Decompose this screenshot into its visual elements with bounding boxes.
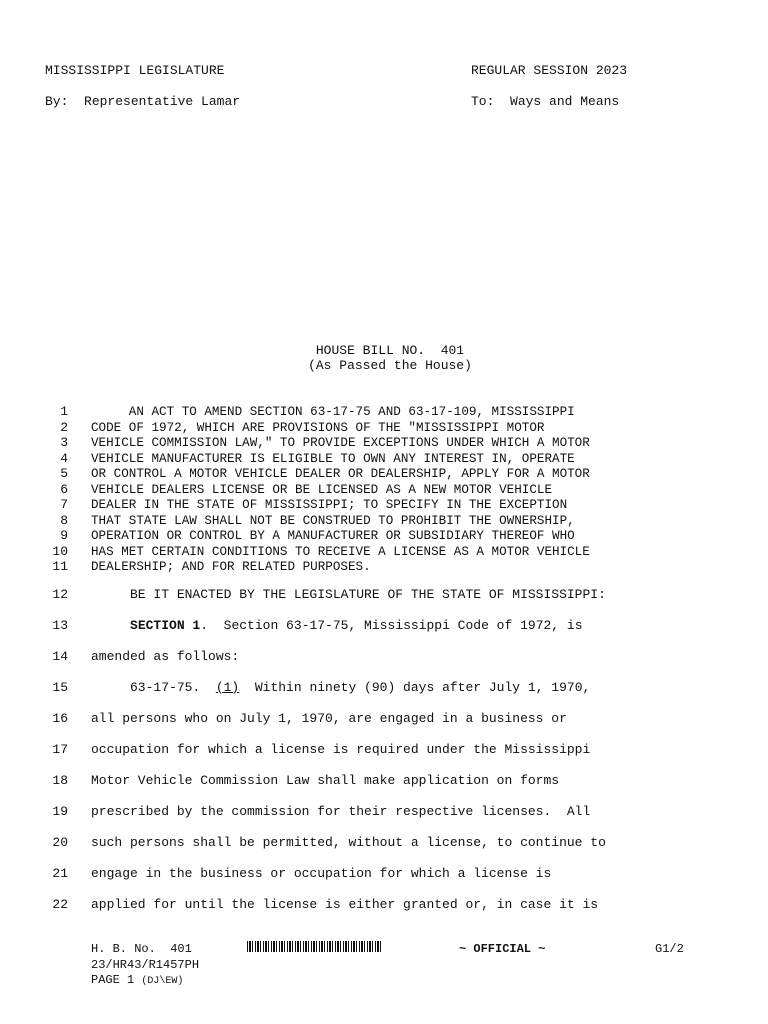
line-text [91,420,544,436]
bill-line [0,618,768,634]
line-body: all persons who on July 1, 1970, are engaged in a business or [91,711,567,726]
bill-line [0,420,768,436]
line-text [91,804,590,820]
barcode-graphic [247,941,383,952]
page-reference: G1/2 [655,942,684,956]
line-body: VEHICLE MANUFACTURER IS ELIGIBLE TO OWN ANY INTEREST IN, OPERATE [91,452,575,466]
by-label: By: [45,94,69,109]
line-number: 10 [52,544,68,559]
line-body: applied for until the license is either granted or, in case it is [91,897,599,912]
line-text [91,866,551,882]
line-number: 9 [60,528,68,543]
line-number: 21 [52,866,68,881]
line-number: 14 [52,649,68,664]
bill-line [0,404,768,420]
committee-line [471,94,619,110]
line-number: 8 [60,513,68,528]
bill-line [0,528,768,544]
line-number: 17 [52,742,68,757]
line-number: 16 [52,711,68,726]
line-body: DEALERSHIP; AND FOR RELATED PURPOSES. [91,560,371,574]
line-text [91,680,590,696]
line-body: HAS MET CERTAIN CONDITIONS TO RECEIVE A LICENSE AS A MOTOR VEHICLE [91,545,590,559]
page-label: PAGE 1 [91,973,135,987]
line-body: Within ninety (90) days after July 1, 1970, [239,680,591,695]
line-body: such persons shall be permitted, without a license, to continue to [91,835,606,850]
line-text [91,544,590,560]
sponsor-line [45,94,240,110]
line-body: occupation for which a license is required under the Mississippi [91,742,591,757]
line-body: OR CONTROL A MOTOR VEHICLE DEALER OR DEALERSHIP, APPLY FOR A MOTOR [91,467,590,481]
line-number: 11 [52,559,68,574]
sponsor-name: Representative Lamar [84,94,241,109]
bill-line [0,866,768,882]
line-number: 7 [60,497,68,512]
typist-initials: (DJ\EW) [141,976,184,987]
line-number: 19 [52,804,68,819]
to-label: To: [471,94,495,109]
document-code: 23/HR43/R1457PH [91,958,200,972]
bill-line [0,835,768,851]
line-text [91,466,590,482]
bill-line [0,897,768,913]
footer-bill-number: H. B. No. 401 [91,942,192,956]
bill-line [0,711,768,727]
line-body: VEHICLE COMMISSION LAW," TO PROVIDE EXCEPTIONS UNDER WHICH A MOTOR [91,436,590,450]
line-body: prescribed by the commission for their respective licenses. All [91,804,591,819]
line-number: 22 [52,897,68,912]
bill-line [0,773,768,789]
bill-line [0,804,768,820]
bill-line [0,497,768,513]
bill-line [0,680,768,696]
line-text [91,835,606,851]
line-text [91,897,598,913]
line-number: 13 [52,618,68,633]
bill-line [0,435,768,451]
line-text [91,711,567,727]
line-number: 15 [52,680,68,695]
line-body: . Section 63-17-75, Mississippi Code of 1972, is [200,618,583,633]
line-body: THAT STATE LAW SHALL NOT BE CONSTRUED TO PROHIBIT THE OWNERSHIP, [91,514,575,528]
bill-line [0,482,768,498]
bill-line [0,544,768,560]
line-body: engage in the business or occupation for which a license is [91,866,552,881]
line-body: BE IT ENACTED BY THE LEGISLATURE OF THE STATE OF MISSISSIPPI: [91,587,606,602]
bill-line [0,559,768,575]
line-number: 4 [60,451,68,466]
bill-line [0,587,768,603]
line-number: 18 [52,773,68,788]
bill-line [0,649,768,665]
section-heading: SECTION 1 [130,618,201,633]
line-number: 1 [60,404,68,419]
line-body: DEALER IN THE STATE OF MISSISSIPPI; TO SPECIFY IN THE EXCEPTION [91,498,568,512]
line-body: amended as follows: [91,649,240,664]
line-number: 2 [60,420,68,435]
line-text [91,742,590,758]
line-number: 12 [52,587,68,602]
line-text [91,497,567,513]
line-text [91,513,575,529]
bill-line [0,742,768,758]
line-text [91,559,371,575]
line-number: 5 [60,466,68,481]
bill-line [0,513,768,529]
line-text [91,404,575,420]
line-number: 20 [52,835,68,850]
line-body: AN ACT TO AMEND SECTION 63-17-75 AND 63-17-109, MISSISSIPPI [91,405,575,419]
bill-status: (As Passed the House) [308,358,472,373]
line-text [91,451,575,467]
line-body: OPERATION OR CONTROL BY A MANUFACTURER OR SUBSIDIARY THEREOF WHO [91,529,575,543]
line-text [91,649,239,665]
bill-line [0,451,768,467]
official-mark: ~ OFFICIAL ~ [459,942,546,956]
line-body: VEHICLE DEALERS LICENSE OR BE LICENSED AS A NEW MOTOR VEHICLE [91,483,553,497]
session-name: REGULAR SESSION 2023 [471,63,628,78]
line-number: 6 [60,482,68,497]
line-number: 3 [60,435,68,450]
section-code: 63-17-75. [91,680,216,695]
line-text [91,435,590,451]
subsection-marker: (1) [215,680,240,695]
line-text [91,773,559,789]
line-body: CODE OF 1972, WHICH ARE PROVISIONS OF THE "MISSISSIPPI MOTOR [91,421,545,435]
line-text [91,618,583,634]
line-text [91,482,552,498]
line-text [91,587,606,603]
committee-name: Ways and Means [510,94,620,109]
line-text [91,528,575,544]
bill-line [0,466,768,482]
bill-number: HOUSE BILL NO. 401 [315,343,465,358]
line-body: Motor Vehicle Commission Law shall make application on forms [91,773,560,788]
page-number-line [91,972,183,990]
legislature-name: MISSISSIPPI LEGISLATURE [45,63,225,78]
